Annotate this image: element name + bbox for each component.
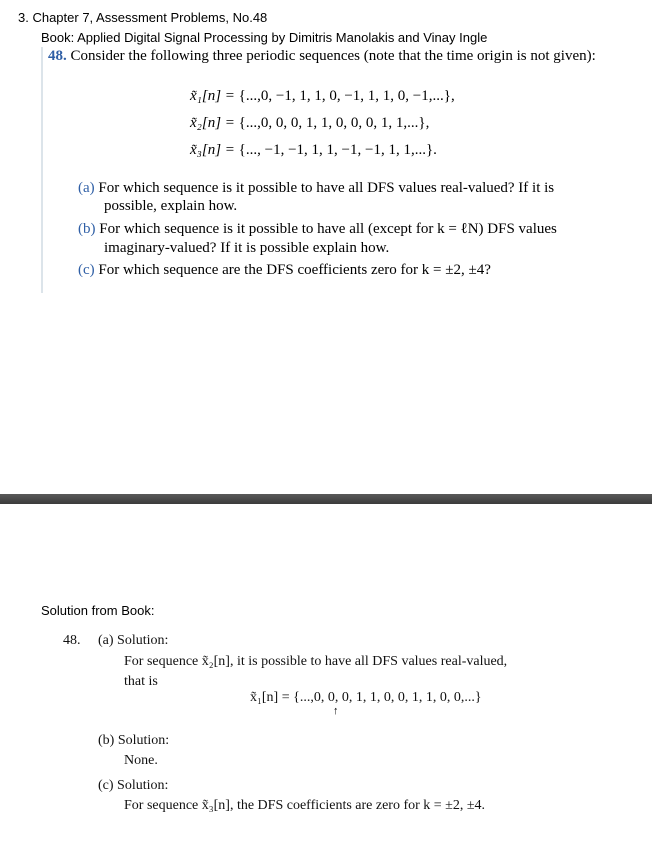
question-a-line2: possible, explain how. [104,198,238,214]
section-divider [0,494,652,504]
solution-a-label: (a) Solution: [98,633,169,648]
question-b [78,221,557,238]
sequence-2-lhs: x̃₂[n] = [190,115,239,131]
sequence-1 [190,88,455,105]
solution-c-text: For sequence x̃₃[n], the DFS coefficients are zero for k = ±2, ±4. [124,798,486,813]
question-c-line1: For which sequence are the DFS coefficients zero for k = ±2, ±4? [98,262,491,278]
solution-b-text: None. [124,753,158,768]
solution-c-label: (c) Solution: [98,778,169,793]
question-b-line2: imaginary-valued? If it is possible explain how. [104,240,390,256]
question-b-line1: For which sequence is it possible to have all (except for k = ℓN) DFS values [99,221,557,237]
question-a-label: (a) [78,180,95,196]
question-c-label: (c) [78,262,95,278]
solution-a-line2: that is [124,674,158,689]
sequence-2 [190,115,429,132]
sequence-3-lhs: x̃₃[n] = [190,142,239,158]
solution-b-label: (b) Solution: [98,733,170,748]
solution-a-line1: For sequence x̃₂[n], it is possible to have all DFS values real-valued, [124,654,508,669]
question-a [78,180,554,197]
question-a-line1: For which sequence is it possible to have all DFS values real-valued? If it is [98,180,555,196]
problem-statement [48,48,596,65]
sequence-2-rhs: {...,0, 0, 0, 1, 1, 0, 0, 0, 1, 1,...}, [238,115,430,131]
sequence-3 [190,142,437,159]
question-b-label: (b) [78,221,96,237]
book-title: Book: Applied Digital Signal Processing by Dimitris Manolakis and Vinay Ingle [41,30,488,45]
sequence-1-rhs: {...,0, −1, 1, 1, 0, −1, 1, 1, 0, −1,...}, [238,88,455,104]
time-origin-arrow: ↑ [333,705,339,717]
header-title: 3. Chapter 7, Assessment Problems, No.48 [18,10,268,25]
problem-text: Consider the following three periodic sequences (note that the time origin is not given): [70,48,596,64]
problem-number: 48. [48,48,67,64]
solution-header: Solution from Book: [41,603,155,618]
question-c [78,262,491,279]
solution-number: 48. [63,633,81,648]
sequence-3-rhs: {..., −1, −1, 1, 1, −1, −1, 1, 1,...}. [238,142,437,158]
solution-a-equation: x̃₁[n] = {...,0, 0, 0, 1, 1, 0, 0, 1, 1, 0, 0,...} [250,690,482,705]
sequence-1-lhs: x̃₁[n] = [190,88,239,104]
